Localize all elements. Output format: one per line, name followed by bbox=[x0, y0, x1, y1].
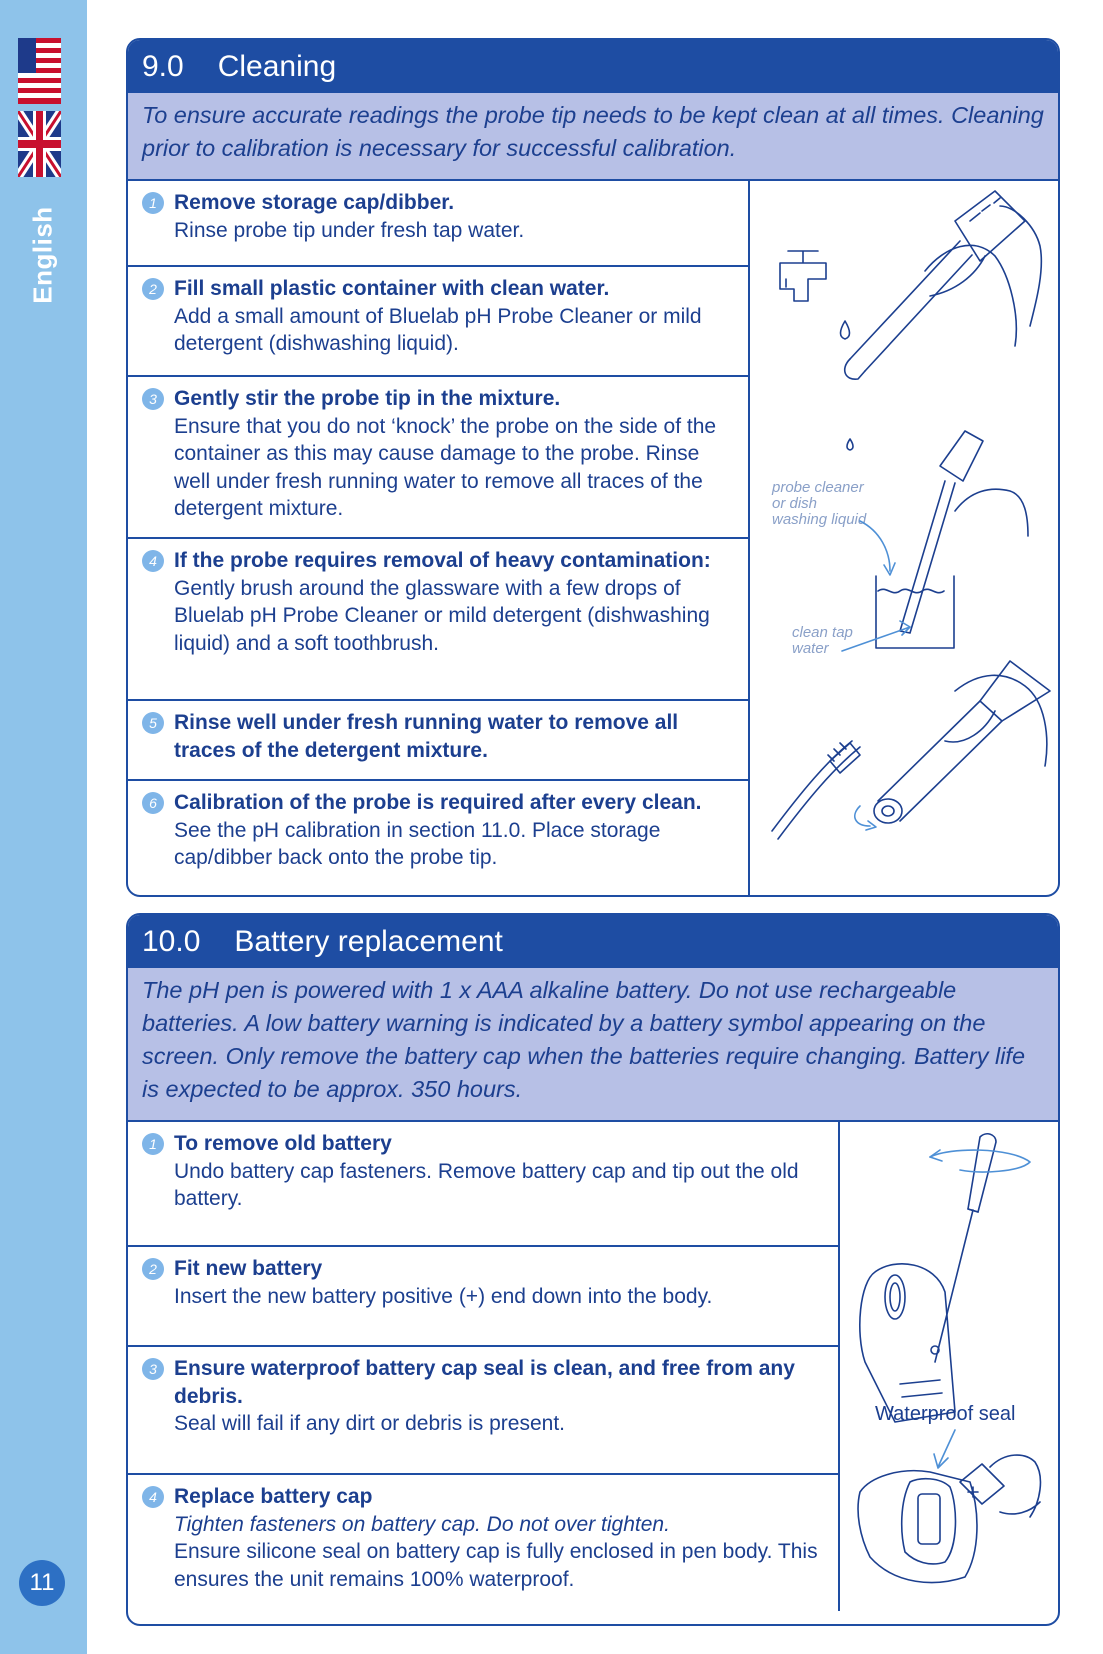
step-body: Add a small amount of Bluelab pH Probe Cleaner or mild detergent (dishwashing liquid). bbox=[174, 304, 702, 355]
step-item bbox=[128, 377, 748, 539]
step-number: 6 bbox=[142, 792, 164, 814]
step-item bbox=[128, 781, 748, 897]
step-number: 4 bbox=[142, 550, 164, 572]
probe-rinse-icon bbox=[845, 191, 1042, 379]
section-header bbox=[128, 915, 1058, 968]
step-number: 1 bbox=[142, 192, 164, 214]
uk-flag-icon[interactable] bbox=[18, 111, 61, 177]
section-number: 9.0 bbox=[142, 49, 184, 83]
step-number: 2 bbox=[142, 1258, 164, 1280]
step-number: 3 bbox=[142, 1358, 164, 1380]
page-number: 11 bbox=[19, 1560, 65, 1606]
step-number: 2 bbox=[142, 278, 164, 300]
step-title: Fill small plastic container with clean water. bbox=[174, 277, 610, 300]
section-intro: The pH pen is powered with 1 x AAA alkaline battery. Do not use rechargeable batteries. A low battery warning is indicated by a battery symbol appearing on the screen. Only remove the battery cap when the batteries require changing. Battery life is expected to be approx. 350 hours. bbox=[128, 968, 1058, 1122]
step-item bbox=[128, 701, 748, 781]
label-probe-cleaner: probe cleaner bbox=[772, 479, 864, 496]
battery-illustration bbox=[840, 1122, 1058, 1611]
step-number: 4 bbox=[142, 1486, 164, 1508]
step-body: Ensure that you do not ‘knock’ the probe on the side of the container as this may cause damage to the probe. Rinse well under fresh running water to remove all traces of the detergent mixture. bbox=[174, 414, 717, 520]
step-title: Gently stir the probe tip in the mixture. bbox=[174, 387, 561, 410]
us-flag-icon[interactable] bbox=[18, 38, 61, 104]
step-title: If the probe requires removal of heavy contamination: bbox=[174, 549, 711, 572]
section-title: Battery replacement bbox=[234, 924, 503, 958]
language-sidebar bbox=[0, 0, 87, 1654]
battery-insert-icon bbox=[858, 1455, 1040, 1582]
step-body: Rinse probe tip under fresh tap water. bbox=[174, 218, 525, 242]
step-number: 3 bbox=[142, 388, 164, 410]
step-item bbox=[128, 539, 748, 701]
step-italic-note: Tighten fasteners on battery cap. Do not over tighten. bbox=[174, 1512, 670, 1536]
step-title: Replace battery cap bbox=[174, 1485, 373, 1508]
probe-brush-icon bbox=[855, 661, 1050, 830]
label-washing-liquid: washing liquid bbox=[772, 511, 867, 528]
step-item bbox=[128, 1475, 838, 1611]
step-title: Remove storage cap/dibber. bbox=[174, 191, 455, 214]
step-body: Insert the new battery positive (+) end down into the body. bbox=[174, 1284, 713, 1308]
label-clean-tap: clean tap bbox=[792, 624, 853, 641]
step-item bbox=[128, 1247, 838, 1347]
step-title: To remove old battery bbox=[174, 1132, 392, 1155]
step-item bbox=[128, 1122, 838, 1247]
section-number: 10.0 bbox=[142, 924, 201, 958]
section-header bbox=[128, 40, 1058, 93]
cleaning-illustration bbox=[750, 181, 1058, 897]
battery-section bbox=[126, 913, 1060, 1626]
step-body: Ensure silicone seal on battery cap is fully enclosed in pen body. This ensures the unit remains 100% waterproof. bbox=[174, 1540, 818, 1591]
section-intro: To ensure accurate readings the probe tip needs to be kept clean at all times. Cleaning prior to calibration is necessary for successful calibration. bbox=[128, 93, 1058, 181]
step-body: Undo battery cap fasteners. Remove battery cap and tip out the old battery. bbox=[174, 1159, 799, 1210]
steps-list bbox=[128, 1122, 840, 1611]
step-body: Seal will fail if any dirt or debris is present. bbox=[174, 1412, 565, 1435]
label-or-dish: or dish bbox=[772, 495, 818, 512]
toothbrush-icon bbox=[772, 741, 860, 839]
steps-list bbox=[128, 181, 750, 897]
step-body: Gently brush around the glassware with a few drops of Bluelab pH Probe Cleaner or mild detergent (dishwashing liquid) and a soft toothbrush. bbox=[174, 576, 710, 655]
step-title: Fit new battery bbox=[174, 1257, 323, 1280]
language-label: English bbox=[27, 206, 58, 304]
step-number: 5 bbox=[142, 712, 164, 734]
screwdriver-icon bbox=[930, 1134, 1030, 1362]
step-title: Calibration of the probe is required after every clean. bbox=[174, 791, 702, 814]
tap-icon bbox=[780, 251, 853, 450]
ph-pen-icon bbox=[860, 1264, 955, 1422]
step-title: Ensure waterproof battery cap seal is clean, and free from any debris. bbox=[174, 1357, 795, 1408]
container-icon bbox=[876, 431, 1028, 648]
label-waterproof-seal: Waterproof seal bbox=[875, 1403, 1016, 1425]
step-item bbox=[128, 1347, 838, 1475]
label-water: water bbox=[792, 640, 829, 657]
step-body: See the pH calibration in section 11.0. Place storage cap/dibber back onto the probe tip. bbox=[174, 818, 661, 869]
step-item bbox=[128, 181, 748, 267]
step-title: Rinse well under fresh running water to remove all traces of the detergent mixture. bbox=[174, 711, 679, 762]
section-title: Cleaning bbox=[217, 49, 337, 83]
step-number: 1 bbox=[142, 1133, 164, 1155]
step-item bbox=[128, 267, 748, 377]
cleaning-section bbox=[126, 38, 1060, 897]
